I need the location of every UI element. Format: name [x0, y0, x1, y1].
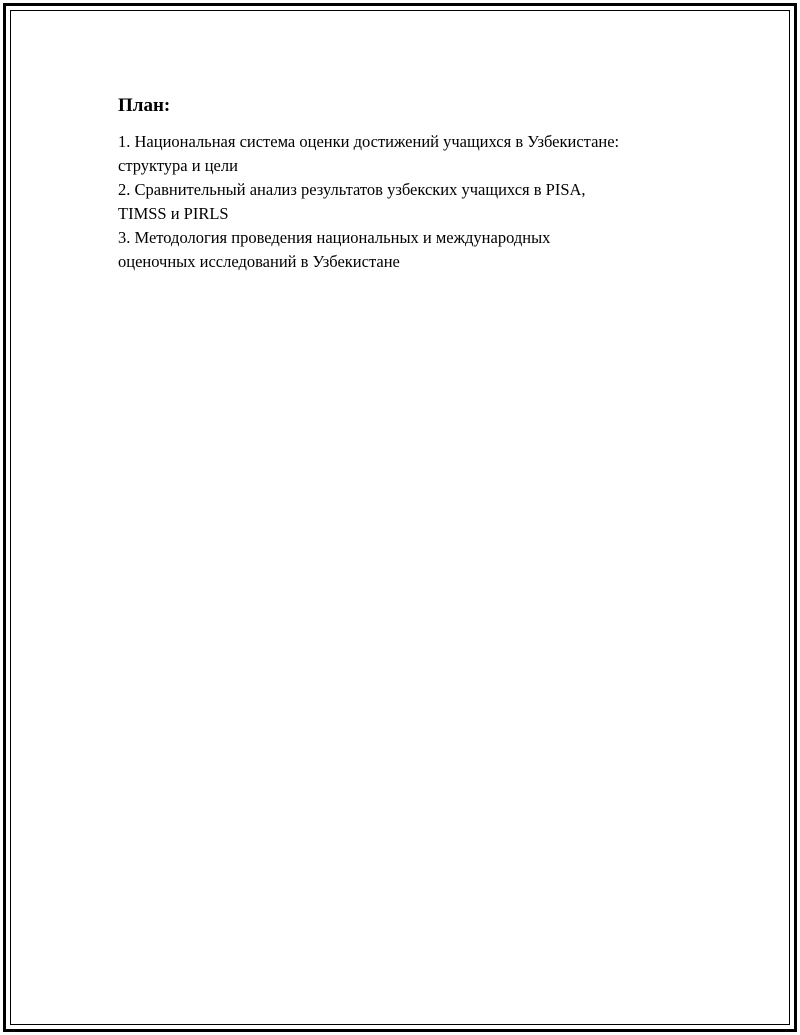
plan-item-2 [118, 178, 718, 226]
plan-item-1 [118, 130, 718, 178]
plan-item-2-line-1: 2. Сравнительный анализ результатов узбекских учащихся в PISA, [118, 180, 586, 199]
plan-heading: План: [118, 95, 171, 116]
document-content [118, 94, 718, 274]
plan-item-3-line-1: 3. Методология проведения национальных и международных [118, 228, 551, 247]
plan-item-2-line-2: TIMSS и PIRLS [118, 204, 229, 223]
plan-list [118, 130, 718, 274]
plan-item-1-line-1: 1. Национальная система оценки достижений учащихся в Узбекистане: [118, 132, 620, 151]
plan-item-1-line-2: структура и цели [118, 156, 238, 175]
plan-item-3 [118, 226, 718, 274]
plan-item-3-line-2: оценочных исследований в Узбекистане [118, 252, 400, 271]
